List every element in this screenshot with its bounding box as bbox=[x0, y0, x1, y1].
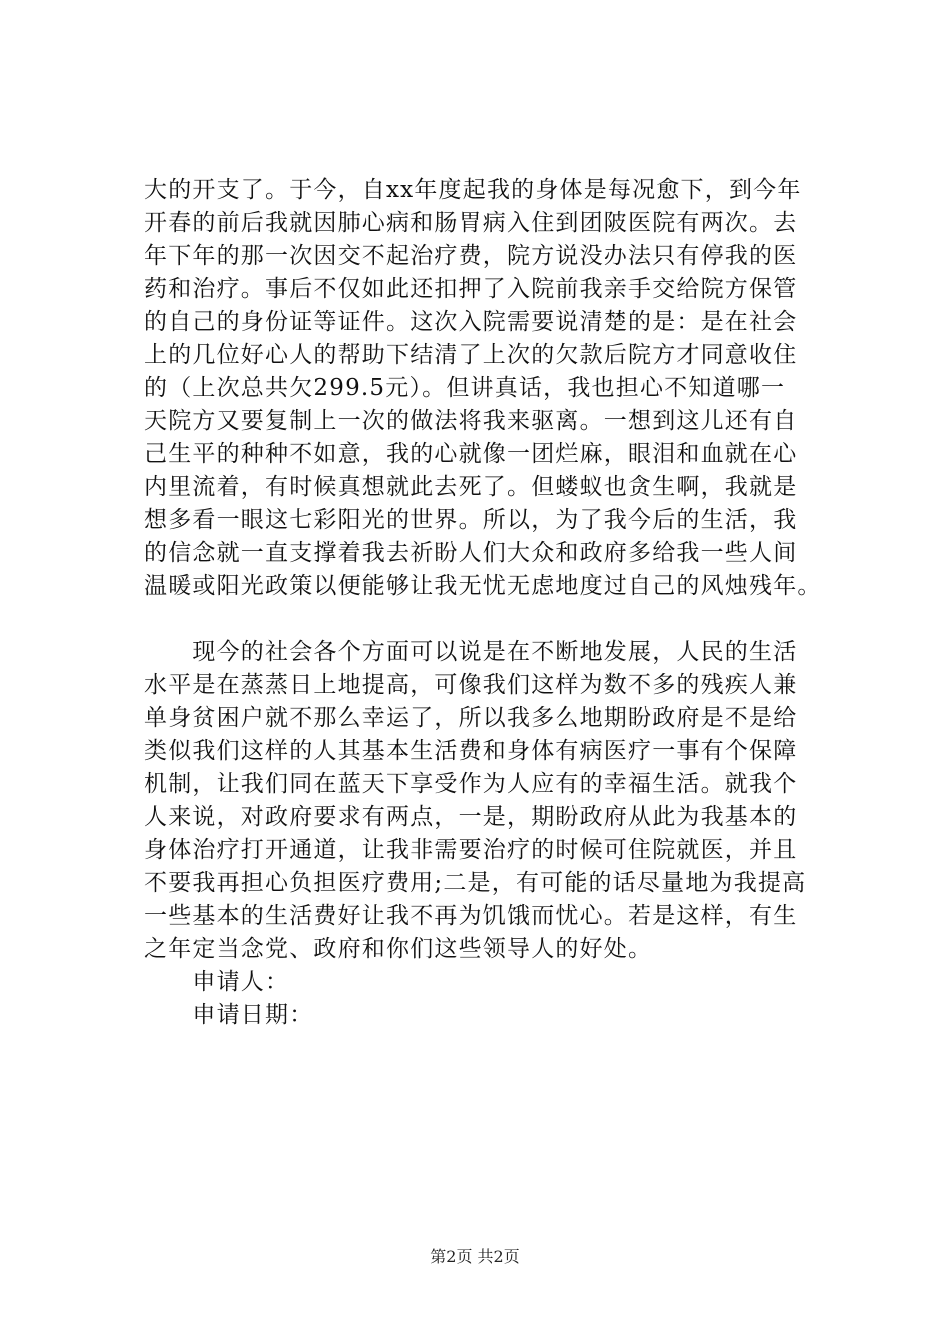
paragraph-1: 大的开支了。于今，自xx年度起我的身体是每况愈下，到今年 开春的前后我就因肺心病和肠胃病入住到团陂医院有两次。去 年下年的那一次因交不起治疗费，院方说没办法只有停我的医 药和治疗。事后不仅如此还扣押了入院前我亲手交给院方保管 的自己的身份证等证件。这次入院需要说清楚的是：是在社会 上的几位好心人的帮助下结清了上次的欠款后院方才同意收住 的（上次总共欠299.5元）。但讲真话，我也担心不知道哪一 天院方又要复制上一次的做法将我来驱离。一想到这儿还有自 己生平的种种不如意，我的心就像一团烂麻，眼泪和血就在心 内里流着，有时候真想就此去死了。但蝼蚁也贪生啊，我就是 想多看一眼这七彩阳光的世界。所以，为了我今后的生活，我 的信念就一直支撑着我去祈盼人们大众和政府多给我一些人间 温暖或阳光政策以便能够让我无忧无虑地度过自己的风烛残年。 bbox=[144, 177, 822, 599]
paragraph-spacer bbox=[144, 603, 854, 636]
page-footer bbox=[0, 1244, 950, 1267]
applicant-label: 申请人： bbox=[144, 969, 290, 995]
document-body bbox=[144, 174, 854, 1032]
application-date-label: 申请日期： bbox=[144, 1002, 314, 1028]
paragraph-2: 现今的社会各个方面可以说是在不断地发展，人民的生活 水平是在蒸蒸日上地提高，可像我们这样为数不多的残疾人兼 单身贫困户就不那么幸运了，所以我多么地期盼政府是不是给 类似我们这样的人其基本生活费和身体有病医疗一事有个保障 机制，让我们同在蓝天下享受作为人应有的幸福生活。就我个 人来说，对政府要求有两点，一是，期盼政府从此为我基本的 身体治疗打开通道，让我非需要治疗的时候可住院就医，并且 不要我再担心负担医疗费用;二是，有可能的话尽量地为我提高 一些基本的生活费好让我不再为饥饿而忧心。若是这样，有生 之年定当念党、政府和你们这些领导人的好处。 bbox=[144, 639, 807, 962]
page-number-indicator: 第2页 共2页 bbox=[430, 1247, 520, 1266]
